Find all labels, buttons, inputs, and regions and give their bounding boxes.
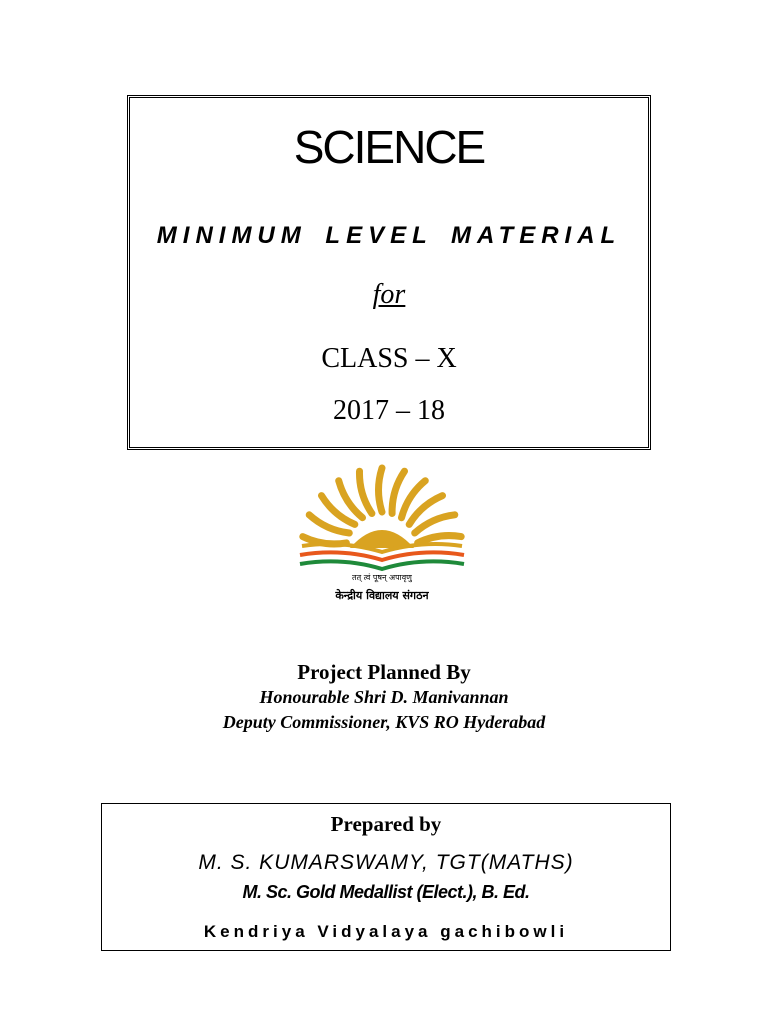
kvs-logo [292, 460, 472, 610]
logo-motto: तत् त्वं पूषन् अपावृणु [352, 573, 412, 582]
author-name: M. S. KUMARSWAMY, TGT(MATHS) [198, 851, 574, 874]
kvs-logo-icon [292, 460, 472, 610]
class-line: CLASS – X [321, 343, 457, 374]
author-qualification: M. Sc. Gold Medallist (Elect.), B. Ed. [242, 882, 530, 902]
prepared-heading: Prepared by [330, 812, 442, 836]
for-word: for [372, 279, 406, 310]
prepared-by-box [101, 803, 671, 951]
school-name: Kendriya Vidyalaya gachibowli [203, 922, 569, 941]
sun-ray [359, 471, 371, 513]
year-line: 2017 – 18 [333, 395, 445, 426]
planned-person: Honourable Shri D. Manivannan [259, 687, 509, 707]
sun-ray [418, 536, 462, 543]
green-stripe [300, 561, 464, 569]
sun-ray [415, 515, 455, 533]
subject-title: SCIENCE [293, 121, 485, 173]
logo-org-name: केन्द्रीय विद्यालय संगठन [335, 589, 429, 602]
planned-heading: Project Planned By [297, 660, 471, 684]
material-subtitle: MINIMUM LEVEL MATERIAL [156, 222, 622, 249]
title-box [127, 95, 651, 450]
planned-designation: Deputy Commissioner, KVS RO Hyderabad [222, 712, 546, 732]
sun-ray [379, 468, 383, 512]
project-planned-section [0, 659, 768, 735]
